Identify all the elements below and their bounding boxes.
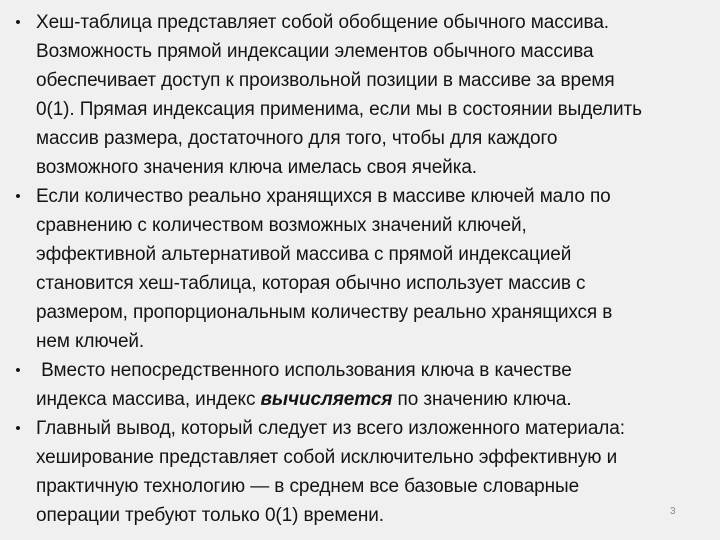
bullet-text-line: эффективной альтернативой массива с прямой индексацией (36, 244, 572, 265)
bullet-text-line: возможного значения ключа имелась своя ячейка. (36, 157, 477, 178)
bullet-item (8, 414, 714, 530)
bullet-text-line: сравнению с количеством возможных значений ключей, (36, 215, 527, 236)
bullet-text-line: практичную технологию — в среднем все базовые словарные (36, 476, 580, 497)
bullet-text-line: Возможность прямой индексации элементов обычного массива (36, 41, 594, 62)
bullet-text-line: Вместо непосредственного использования ключа в качестве (36, 360, 572, 381)
bullet-item (8, 8, 714, 182)
bullet-item (8, 356, 714, 414)
bullet-text-segment: индекса массива, индекс (36, 389, 261, 410)
bullet-text-line: операции требуют только 0(1) времени. (36, 505, 384, 526)
bullet-icon: • (15, 420, 21, 437)
bullet-item (8, 182, 714, 356)
bullet-text-line: 0(1). Прямая индексация применима, если мы в состоянии выделить (36, 99, 642, 120)
bullet-text-line: хеширование представляет собой исключительно эффективную и (36, 447, 618, 468)
bullet-icon: • (15, 362, 21, 379)
page-number: 3 (670, 506, 676, 517)
bullet-text-line (36, 385, 714, 414)
bullet-text-line: становится хеш-таблица, которая обычно использует массив с (36, 273, 586, 294)
bullet-text-line: обеспечивает доступ к произвольной позиции в массиве за время (36, 70, 615, 91)
bullet-text-segment: по значению ключа. (392, 389, 572, 410)
bullet-text-line: нем ключей. (36, 331, 145, 352)
bullet-text-line: массив размера, достаточного для того, чтобы для каждого (36, 128, 558, 149)
bullet-icon: • (15, 188, 21, 205)
emphasized-word: вычисляется (260, 389, 393, 410)
bullet-text-line: размером, пропорциональным количеству реально хранящихся в (36, 302, 613, 323)
bullet-text-line: Главный вывод, который следует из всего изложенного материала: (36, 418, 625, 439)
bullet-text-line: Если количество реально хранящихся в массиве ключей мало по (36, 186, 611, 207)
bullet-text-line: Хеш-таблица представляет собой обобщение обычного массива. (36, 12, 609, 33)
bullet-icon: • (15, 14, 21, 31)
bullet-list (8, 8, 714, 530)
